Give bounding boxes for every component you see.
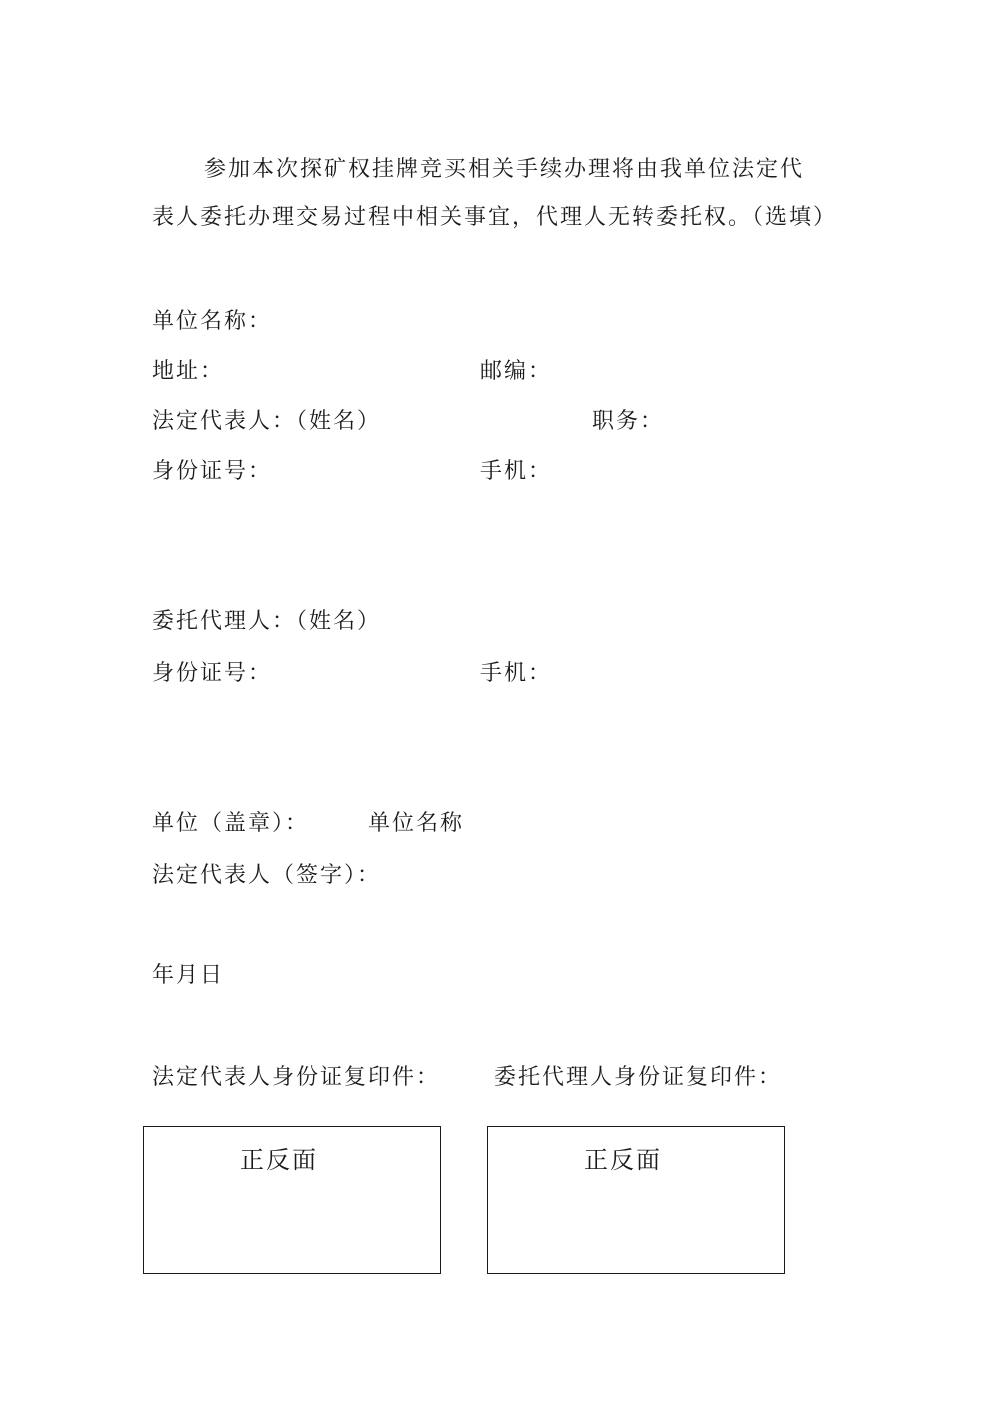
seal-label: 单位（盖章）： bbox=[152, 811, 310, 836]
agent-phone-label: 手机： bbox=[480, 661, 553, 686]
agent-id-label: 身份证号： bbox=[152, 661, 273, 686]
legal-rep-id-label: 身份证号： bbox=[152, 459, 273, 484]
legal-rep-signature-label: 法定代表人（签字）： bbox=[152, 863, 382, 888]
intro-line-1: 参加本次探矿权挂牌竞买相关手续办理将由我单位法定代 bbox=[204, 157, 805, 182]
legal-rep-name-label: 法定代表人：（姓名） bbox=[152, 409, 382, 434]
position-label: 职务： bbox=[592, 409, 665, 434]
address-label: 地址： bbox=[152, 359, 225, 384]
seal-company-name: 单位名称 bbox=[368, 811, 465, 836]
postcode-label: 邮编： bbox=[480, 359, 553, 384]
date-label: 年月日 bbox=[152, 963, 225, 988]
agent-id-copy-box bbox=[487, 1126, 785, 1274]
company-name-label: 单位名称： bbox=[152, 309, 273, 334]
agent-id-copy-box-text: 正反面 bbox=[584, 1146, 662, 1174]
intro-line-2: 表人委托办理交易过程中相关事宜，代理人无转委托权。（选填） bbox=[152, 205, 838, 230]
agent-id-copy-label: 委托代理人身份证复印件： bbox=[494, 1065, 783, 1090]
legal-rep-id-copy-box bbox=[143, 1126, 441, 1274]
agent-name-label: 委托代理人：（姓名） bbox=[152, 609, 382, 634]
legal-rep-phone-label: 手机： bbox=[480, 459, 553, 484]
legal-rep-id-copy-box-text: 正反面 bbox=[240, 1146, 318, 1174]
legal-rep-id-copy-label: 法定代表人身份证复印件： bbox=[152, 1065, 441, 1090]
